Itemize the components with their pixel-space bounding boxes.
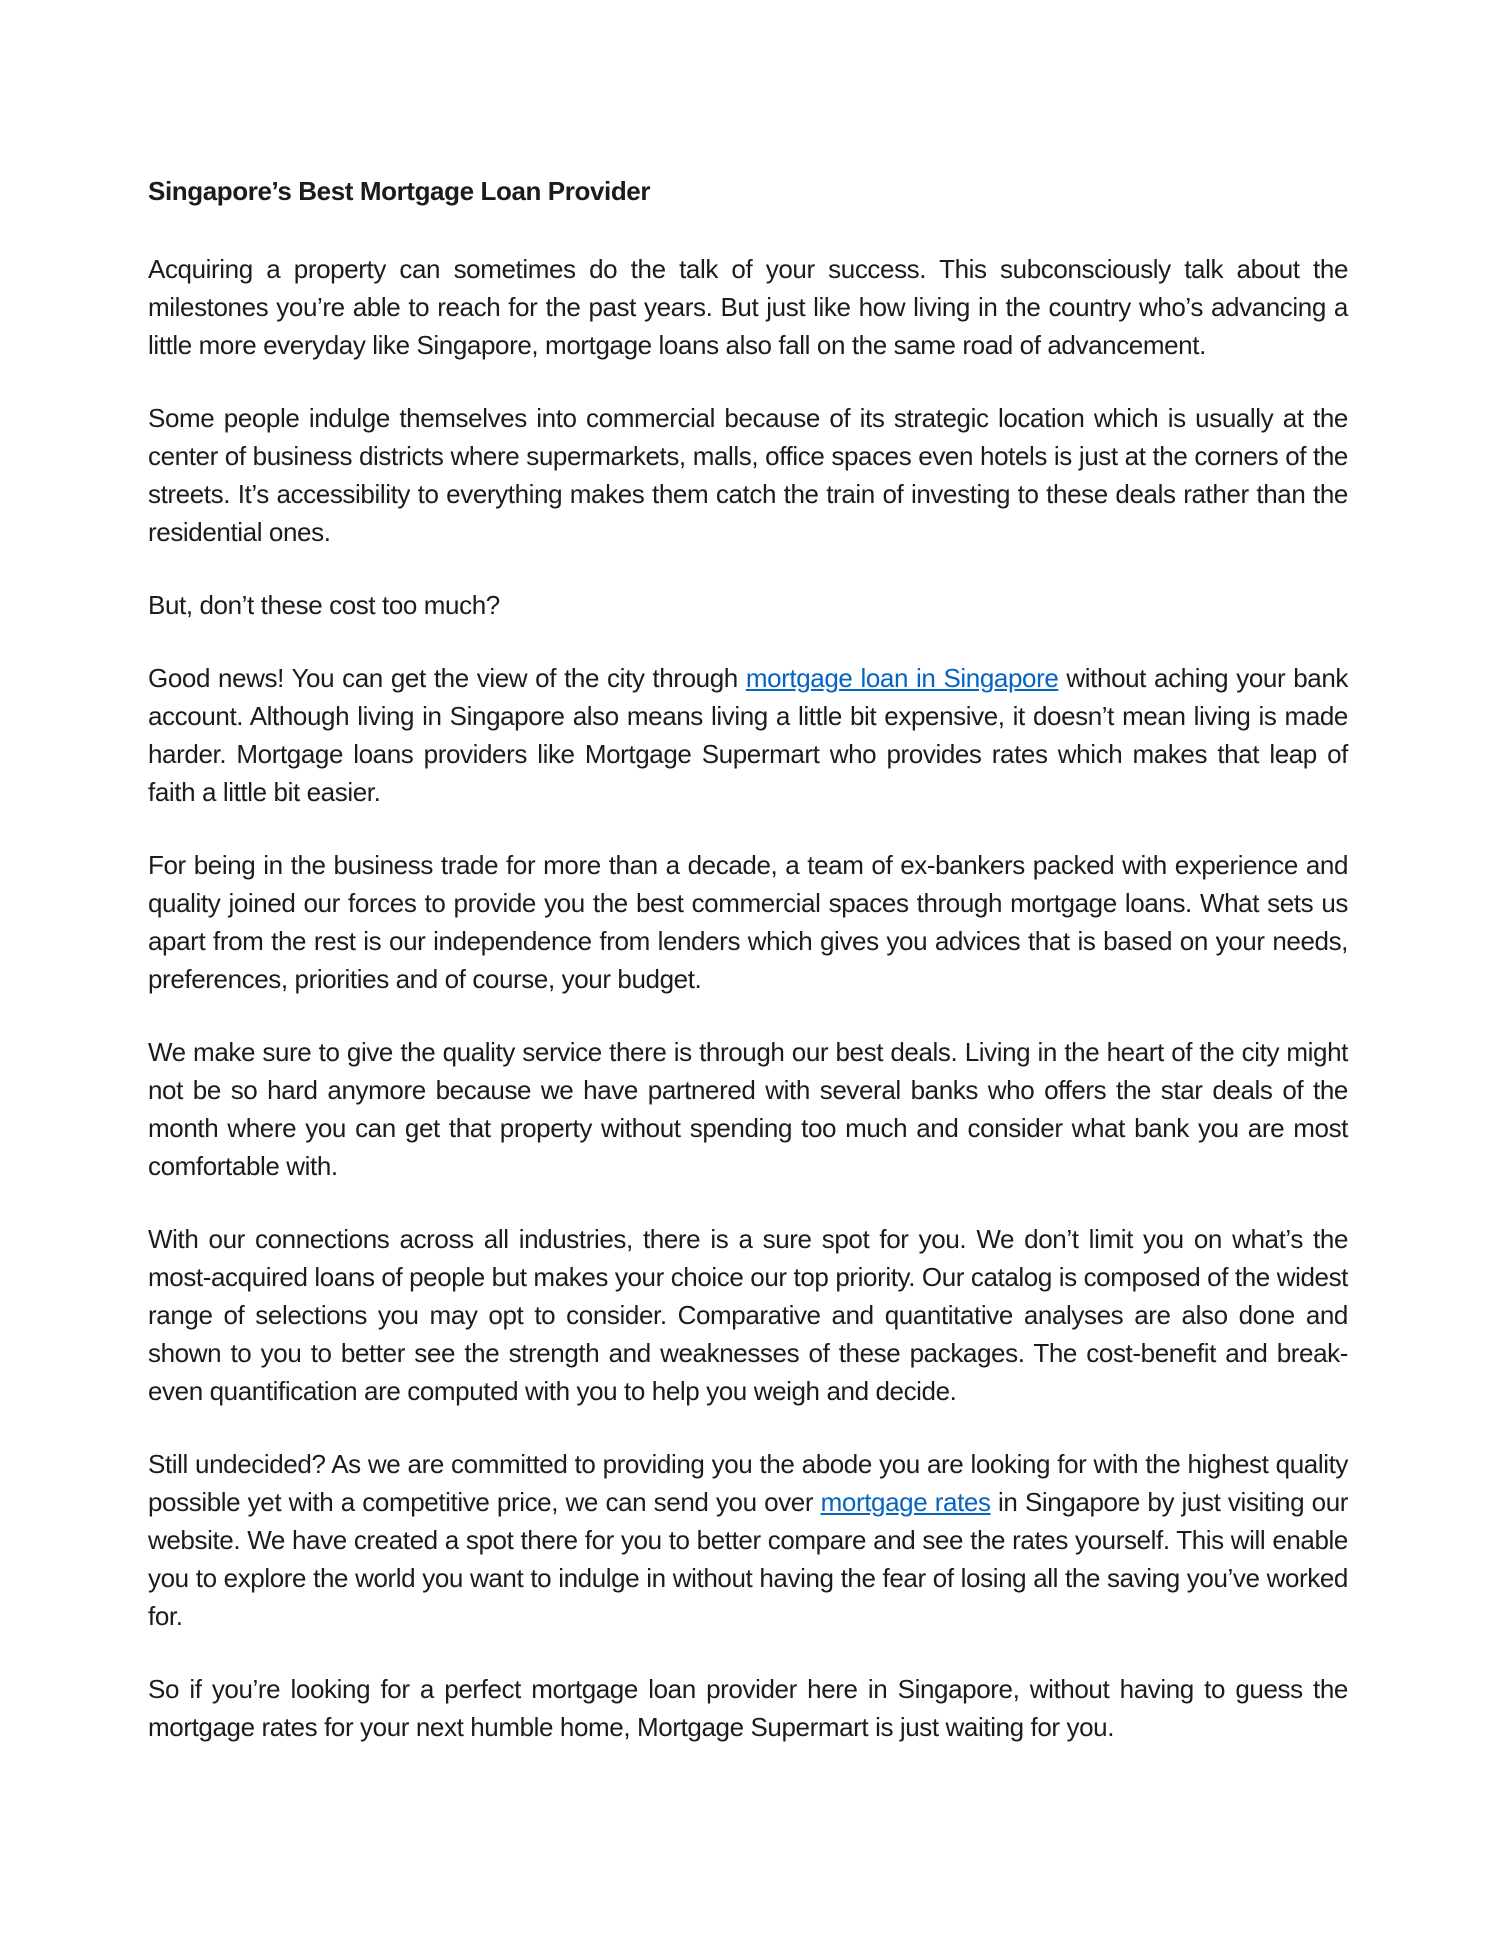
paragraph bbox=[148, 1445, 1348, 1635]
text-segment: With our connections across all industries, there is a sure spot for you. We don’t limit you on what’s the most-acquired loans of people but makes your choice our top priority. Our catalog is composed of the widest range of selections you may opt to consider. Comparative and quantitative analyses are also done and shown to you to better see the strength and weaknesses of these packages. The cost-benefit and break-even quantification are computed with you to help you weigh and decide. bbox=[148, 1224, 1348, 1406]
text-segment: in Singapore by just visiting our website. We have created a spot there for you to better compare and see the rates yourself. This will enable you to explore the world you want to indulge in without having the fear of losing all the saving you’ve worked for. bbox=[148, 1487, 1349, 1631]
paragraph bbox=[148, 250, 1348, 364]
paragraph bbox=[148, 846, 1348, 998]
paragraph bbox=[148, 1670, 1348, 1746]
document-title: Singapore’s Best Mortgage Loan Provider bbox=[148, 176, 651, 206]
text-segment: without aching your bank account. Although living in Singapore also means living a little bit expensive, it doesn’t mean living is made harder. Mortgage loans providers like Mortgage Supermart who provides rates which makes that leap of faith a little bit easier. bbox=[148, 663, 1348, 807]
paragraph bbox=[148, 1033, 1348, 1185]
document-body bbox=[148, 250, 1348, 1746]
text-segment: For being in the business trade for more than a decade, a team of ex-bankers packed with experience and quality joined our forces to provide you the best commercial spaces through mortgage loans. What sets us apart from the rest is our independence from lenders which gives you advices that is based on your needs, preferences, priorities and of course, your budget. bbox=[148, 850, 1348, 994]
mortgage-rates-link[interactable]: mortgage rates bbox=[820, 1487, 991, 1517]
paragraph bbox=[148, 399, 1348, 551]
paragraph bbox=[148, 1220, 1348, 1410]
text-segment: Acquiring a property can sometimes do the talk of your success. This subconsciously talk about the milestones you’re able to reach for the past years. But just like how living in the country who’s advancing a little more everyday like Singapore, mortgage loans also fall on the same road of advancement. bbox=[148, 254, 1348, 360]
text-segment: We make sure to give the quality service there is through our best deals. Living in the heart of the city might not be so hard anymore because we have partnered with several banks who offers the star deals of the month where you can get that property without spending too much and consider what bank you are most comfortable with. bbox=[148, 1037, 1348, 1181]
text-segment: Some people indulge themselves into commercial because of its strategic location which is usually at the center of business districts where supermarkets, malls, office spaces even hotels is just at the corners of the streets. It’s accessibility to everything makes them catch the train of investing to these deals rather than the residential ones. bbox=[148, 403, 1348, 547]
text-segment: Good news! You can get the view of the city through bbox=[148, 663, 746, 693]
mortgage-loan-singapore-link[interactable]: mortgage loan in Singapore bbox=[745, 663, 1059, 693]
text-segment: Still undecided? As we are committed to providing you the abode you are looking for with the highest quality possible yet with a competitive price, we can send you over bbox=[148, 1449, 1348, 1517]
text-segment: But, don’t these cost too much? bbox=[148, 590, 500, 620]
paragraph bbox=[148, 659, 1348, 811]
text-segment: So if you’re looking for a perfect mortgage loan provider here in Singapore, without having to guess the mortgage rates for your next humble home, Mortgage Supermart is just waiting for you. bbox=[148, 1674, 1348, 1742]
paragraph bbox=[148, 586, 1348, 624]
